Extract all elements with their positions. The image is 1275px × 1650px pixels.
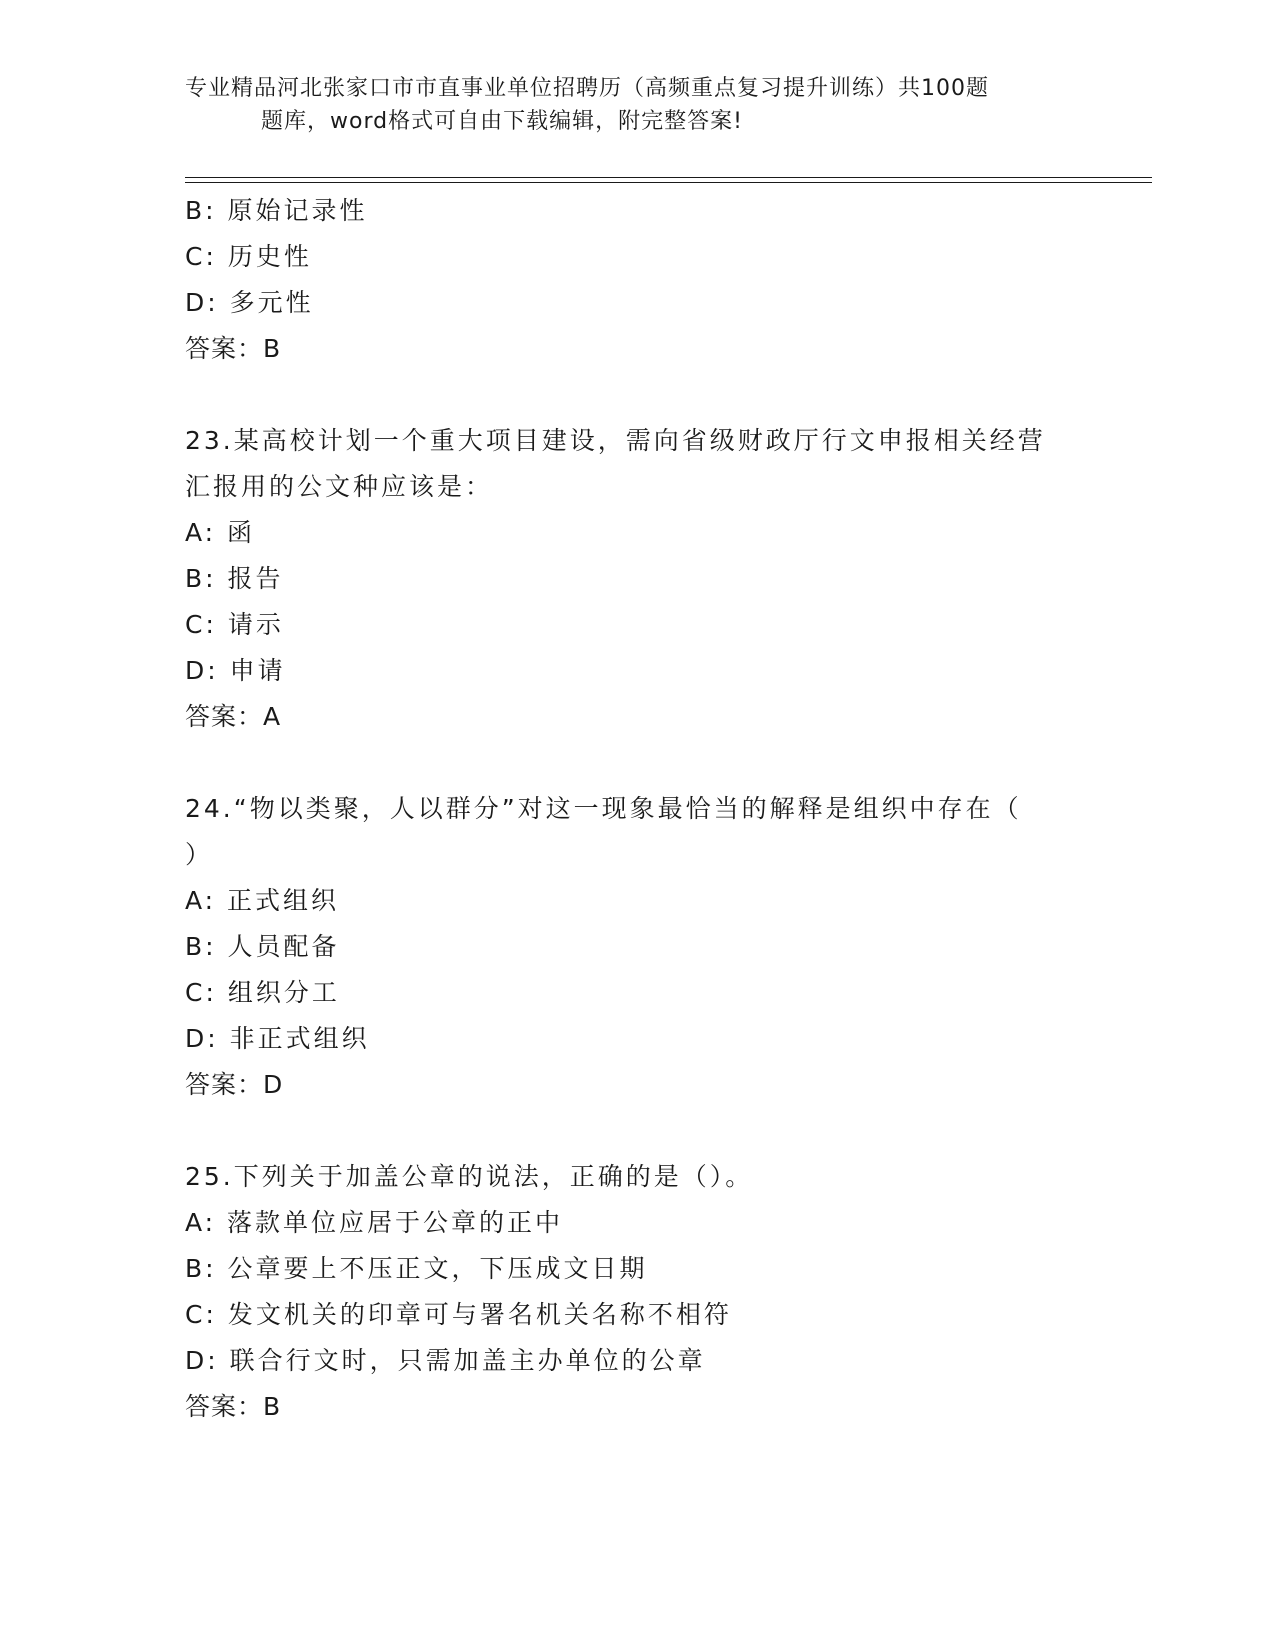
question-stem-line2: 汇报用的公文种应该是： bbox=[185, 472, 494, 501]
option-label: A: bbox=[185, 886, 217, 915]
option-text: 人员配备 bbox=[227, 932, 340, 961]
option-a bbox=[185, 510, 1085, 556]
question-24 bbox=[185, 786, 1085, 1108]
header-title-line1: 专业精品河北张家口市市直事业单位招聘历（高频重点复习提升训练）共100题 bbox=[185, 76, 989, 101]
option-text: 落款单位应居于公章的正中 bbox=[227, 1208, 564, 1237]
option-text: 发文机关的印章可与署名机关名称不相符 bbox=[227, 1300, 732, 1329]
answer-line: 答案：A bbox=[185, 702, 282, 731]
question-stem-line2: ） bbox=[185, 840, 214, 869]
option-label: D: bbox=[185, 1024, 219, 1053]
option-b bbox=[185, 556, 1085, 602]
option-a bbox=[185, 1200, 1085, 1246]
option-label: C: bbox=[185, 1300, 217, 1329]
answer-line: 答案：D bbox=[185, 1070, 284, 1099]
question-23 bbox=[185, 418, 1085, 740]
option-label: A: bbox=[185, 1208, 217, 1237]
option-b bbox=[185, 924, 1085, 970]
option-b bbox=[185, 1246, 1085, 1292]
option-text: 正式组织 bbox=[227, 886, 340, 915]
option-d bbox=[185, 1016, 1085, 1062]
option-c bbox=[185, 1292, 1085, 1338]
option-c bbox=[185, 234, 1085, 280]
option-text: 组织分工 bbox=[227, 978, 340, 1007]
document-body bbox=[185, 188, 1085, 1430]
option-text: 公章要上不压正文，下压成文日期 bbox=[227, 1254, 648, 1283]
option-label: C: bbox=[185, 610, 217, 639]
option-text: 申请 bbox=[229, 656, 286, 685]
option-text: 报告 bbox=[227, 564, 284, 593]
option-a bbox=[185, 878, 1085, 924]
document-header bbox=[185, 72, 1065, 138]
question-stem-line1: 24.“物以类聚，人以群分”对这一现象最恰当的解释是组织中存在（ bbox=[185, 794, 1022, 823]
option-label: D: bbox=[185, 288, 219, 317]
option-d bbox=[185, 1338, 1085, 1384]
option-label: C: bbox=[185, 978, 217, 1007]
spacer bbox=[185, 372, 1085, 418]
option-label: C: bbox=[185, 242, 217, 271]
option-label: A: bbox=[185, 518, 217, 547]
option-c bbox=[185, 602, 1085, 648]
spacer bbox=[185, 1108, 1085, 1154]
header-rule-top bbox=[185, 177, 1152, 178]
option-text: 非正式组织 bbox=[229, 1024, 370, 1053]
question-stem-line1: 23.某高校计划一个重大项目建设，需向省级财政厅行文申报相关经营 bbox=[185, 426, 1046, 455]
option-d bbox=[185, 280, 1085, 326]
answer-line: 答案：B bbox=[185, 1392, 282, 1421]
option-label: D: bbox=[185, 1346, 219, 1375]
question-carry-over bbox=[185, 188, 1085, 372]
option-label: D: bbox=[185, 656, 219, 685]
option-label: B: bbox=[185, 564, 217, 593]
question-stem-line1: 25.下列关于加盖公章的说法，正确的是（）。 bbox=[185, 1162, 754, 1191]
spacer bbox=[185, 740, 1085, 786]
option-text: 联合行文时，只需加盖主办单位的公章 bbox=[229, 1346, 706, 1375]
answer-line: 答案：B bbox=[185, 334, 282, 363]
option-text: 原始记录性 bbox=[227, 196, 368, 225]
option-d bbox=[185, 648, 1085, 694]
option-label: B: bbox=[185, 1254, 217, 1283]
option-text: 历史性 bbox=[227, 242, 312, 271]
option-label: B: bbox=[185, 196, 217, 225]
option-text: 请示 bbox=[227, 610, 284, 639]
option-text: 多元性 bbox=[229, 288, 314, 317]
option-label: B: bbox=[185, 932, 217, 961]
header-title-line2: 题库，word格式可自由下载编辑，附完整答案! bbox=[261, 109, 743, 134]
option-b bbox=[185, 188, 1085, 234]
header-rule-bottom bbox=[185, 182, 1152, 183]
option-text: 函 bbox=[227, 518, 256, 547]
option-c bbox=[185, 970, 1085, 1016]
question-25 bbox=[185, 1154, 1085, 1430]
